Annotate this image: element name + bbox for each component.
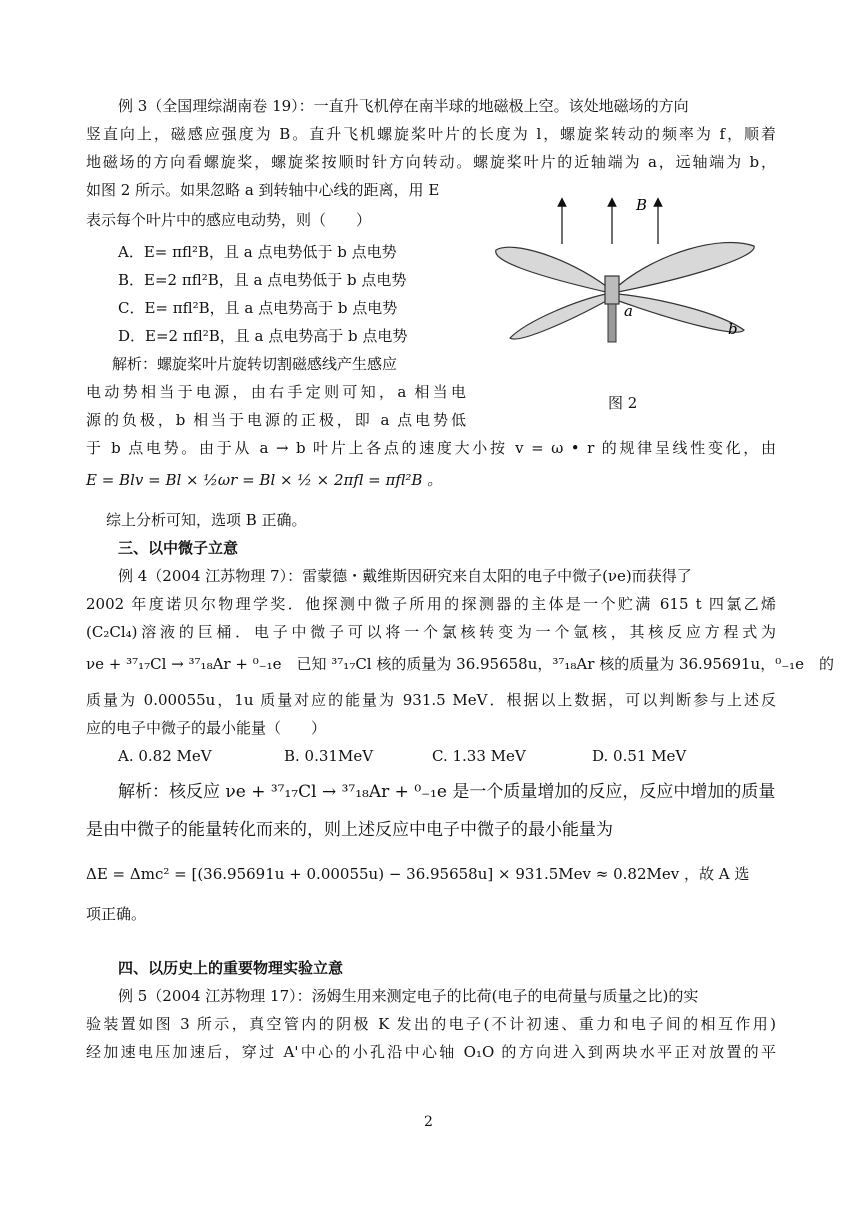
- option-b: B. 0.31MeV: [284, 747, 374, 765]
- option-a: A．E= πfl²B，且 a 点电势低于 b 点电势: [118, 243, 397, 261]
- text-line: 如图 2 所示。如果忽略 a 到转轴中心线的距离，用 E: [86, 181, 440, 199]
- text-line: 项正确。: [86, 905, 147, 923]
- text-line: 电动势相当于电源，由右手定则可知，a 相当电: [86, 383, 466, 401]
- text-line: 经加速电压加速后，穿过 A'中心的小孔沿中心轴 O₁O 的方向进入到两块水平正对放置的平: [86, 1043, 776, 1061]
- option-c: C. 1.33 MeV: [432, 747, 526, 765]
- shaft: [608, 304, 616, 342]
- formula-line: E = Blv = Bl × ½ωr = Bl × ½ × 2πfl = πfl²B 。: [86, 471, 443, 489]
- text-line: 源的负极，b 相当于电源的正极，即 a 点电势低: [86, 411, 466, 429]
- hub: [605, 276, 619, 304]
- text-line: 验装置如图 3 所示，真空管内的阴极 K 发出的电子(不计初速、重力和电子间的相互作用): [86, 1015, 776, 1033]
- option-d: D．E=2 πfl²B，且 a 点电势高于 b 点电势: [118, 327, 408, 345]
- option-c: C．E= πfl²B，且 a 点电势高于 b 点电势: [118, 299, 398, 317]
- text-line: 解析：螺旋桨叶片旋转切割磁感线产生感应: [112, 355, 398, 373]
- option-b: B．E=2 πfl²B，且 a 点电势低于 b 点电势: [118, 271, 407, 289]
- text-line: 表示每个叶片中的感应电动势，则（ ）: [86, 211, 372, 229]
- text-line: 地磁场的方向看螺旋桨，螺旋桨按顺时针方向转动。螺旋桨叶片的近轴端为 a，远轴端为 b，: [86, 153, 776, 171]
- text-line: 于 b 点电势。由于从 a → b 叶片上各点的速度大小按 v = ω • r 的规律呈线性变化，由: [86, 439, 776, 457]
- label-a: a: [624, 302, 633, 320]
- page-number: 2: [424, 1114, 433, 1130]
- figure-caption: 图 2: [608, 394, 638, 412]
- text-line: 2002 年度诺贝尔物理学奖．他探测中微子所用的探测器的主体是一个贮满 615 t 四氯乙烯: [86, 595, 776, 613]
- text-line: 竖直向上，磁感应强度为 B。直升飞机螺旋桨叶片的长度为 l，螺旋桨转动的频率为 f，顺着: [86, 125, 776, 143]
- text-line: 质量为 0.00055u，1u 质量对应的能量为 931.5 MeV．根据以上数据，可以判断参与上述反: [86, 691, 776, 709]
- text-line: 是由中微子的能量转化而来的，则上述反应中电子中微子的最小能量为: [86, 820, 613, 840]
- label-B: B: [636, 196, 648, 214]
- text-line: 例 5（2004 江苏物理 17）：汤姆生用来测定电子的比荷(电子的电荷量与质量之比)的实: [118, 987, 699, 1005]
- text-line: 综上分析可知，选项 B 正确。: [106, 511, 307, 529]
- text-line: (C₂Cl₄)溶液的巨桶．电子中微子可以将一个氯核转变为一个氩核，其核反应方程式为: [86, 623, 776, 641]
- section-heading: 四、以历史上的重要物理实验立意: [118, 959, 344, 977]
- formula-line: ΔE = Δmc² = [(36.95691u + 0.00055u) − 36.95658u] × 931.5Mev ≈ 0.82Mev ，故 A 选: [86, 865, 750, 883]
- blades: [496, 242, 754, 339]
- label-b: b: [728, 320, 738, 338]
- option-d: D. 0.51 MeV: [592, 747, 687, 765]
- formula-line: νe + ³⁷₁₇Cl → ³⁷₁₈Ar + ⁰₋₁e 已知 ³⁷₁₇Cl 核的质量为 36.95658u，³⁷₁₈Ar 核的质量为 36.95691u，⁰₋₁e 的: [86, 655, 835, 673]
- text-line: 例 4（2004 江苏物理 7）：雷蒙德・戴维斯因研究来自太阳的电子中微子(νe)而获得了: [118, 567, 692, 585]
- section-heading: 三、以中微子立意: [118, 539, 239, 557]
- text-line: 解析：核反应 νe + ³⁷₁₇Cl → ³⁷₁₈Ar + ⁰₋₁e 是一个质量增加的反应，反应中增加的质量: [118, 782, 776, 802]
- text-line: 例 3（全国理综湖南卷 19）：一直升飞机停在南半球的地磁极上空。该处地磁场的方向: [118, 97, 689, 115]
- option-a: A. 0.82 MeV: [118, 747, 212, 765]
- propeller-figure: [488, 188, 778, 418]
- text-line: 应的电子中微子的最小能量（ ）: [86, 719, 327, 737]
